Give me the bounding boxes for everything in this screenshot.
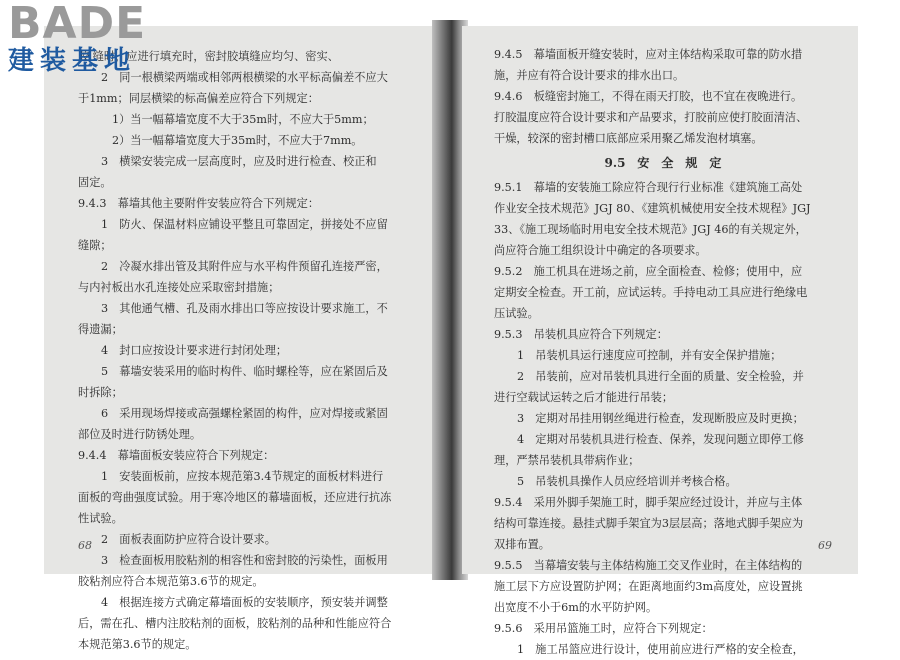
text-line: 1）当一幅幕墙宽度不大于35m时，不应大于5mm； — [112, 113, 374, 126]
text-line: 结构可靠连接。悬挂式脚手架宜为3层层高；落地式脚手架应为 — [494, 517, 804, 530]
text-line: 部位及时进行防锈处理。 — [78, 428, 202, 441]
text-line: 后，需在孔、槽内注胶粘剂的面板，胶粘剂的品种和性能应符合 — [78, 617, 392, 630]
text-line: 1 吊装机具运行速度应可控制，并有安全保护措施； — [517, 349, 782, 362]
text-line: 9.5.5 当幕墙安装与主体结构施工交叉作业时，在主体结构的 — [494, 559, 803, 572]
text-line: 缝隙； — [78, 239, 112, 252]
text-line: 干燥，较深的密封槽口底部应采用聚乙烯发泡材填塞。 — [494, 132, 763, 145]
text-line: 9.4.4 幕墙面板安装应符合下列规定： — [78, 449, 275, 462]
text-line: 5 吊装机具操作人员应经培训并考核合格。 — [517, 475, 737, 488]
text-line: 3 检查面板用胶粘剂的相容性和密封胶的污染性，面板用 — [101, 554, 388, 567]
text-line: 施工层下方应设置防护网；在距离地面约3m高度处，应设置挑 — [494, 580, 803, 593]
right-page — [462, 26, 858, 656]
bade-logo — [8, 2, 178, 80]
text-line: 与内衬板出水孔连接处应采取密封措施； — [78, 281, 280, 294]
text-line: 6 采用现场焊接或高强螺栓紧固的构件，应对焊接或紧固 — [101, 407, 388, 420]
text-line: 9.4.6 板缝密封施工，不得在雨天打胶，也不宜在夜晚进行。 — [494, 90, 803, 103]
logo-chinese-text: 建装基地 — [8, 46, 137, 76]
text-line: 2 冷凝水排出管及其附件应与水平构件预留孔连接严密， — [101, 260, 388, 273]
text-line: 2 吊装前，应对吊装机具进行全面的质量、安全检验，并 — [517, 370, 804, 383]
text-line: 2 面板表面防护应符合设计要求。 — [101, 533, 276, 546]
text-line: 9.5.2 施工机具在进场之前，应全面检查、检修；使用中，应 — [494, 265, 803, 278]
text-line: 9.5.6 采用吊篮施工时，应符合下列规定： — [494, 622, 713, 635]
text-line: 施，并应有符合设计要求的排水出口。 — [494, 69, 685, 82]
text-line: 2 同一根横梁两端或相邻两根横梁的水平标高偏差不应大 — [101, 71, 388, 84]
text-line: 本规范第3.6节的规定。 — [78, 638, 197, 651]
text-line: 胶 缝时，应进行填充时，密封胶填缝应均匀、密实、 — [78, 50, 339, 63]
text-line: 1 防火、保温材料应铺设平整且可靠固定，拼接处不应留 — [101, 218, 388, 231]
text-line: 出宽度不小于6m的水平防护网。 — [494, 601, 658, 614]
text-line: 4 定期对吊装机具进行检查、保养，发现问题立即停工修 — [517, 433, 804, 446]
text-line: 2）当一幅幕墙宽度大于35m时，不应大于7mm。 — [112, 134, 363, 147]
text-line: 定期安全检查。开工前，应试运转。手持电动工具应进行绝缘电 — [494, 286, 808, 299]
text-line: 9.5.3 吊装机具应符合下列规定： — [494, 328, 668, 341]
text-line: 33、《施工现场临时用电安全技术规范》JGJ 46的有关规定外， — [494, 223, 807, 236]
text-line: 于1mm；同层横梁的标高偏差应符合下列规定： — [78, 92, 319, 105]
text-line: 压试验。 — [494, 307, 539, 320]
text-line: 固定。 — [78, 176, 112, 189]
left-page — [44, 26, 438, 651]
text-line: 4 封口应按设计要求进行封闭处理； — [101, 344, 288, 357]
text-line: 1 安装面板前，应按本规范第3.4节规定的面板材料进行 — [101, 470, 384, 483]
text-line: 9.4.5 幕墙面板开缝安装时，应对主体结构采取可靠的防水措 — [494, 48, 803, 61]
text-line: 双排布置。 — [494, 538, 550, 551]
text-line: 4 根据连接方式确定幕墙面板的安装顺序，预安装并调整 — [101, 596, 388, 609]
text-line: 进行空载试运转之后才能进行吊装； — [494, 391, 674, 404]
text-line: 9.5.4 采用外脚手架施工时，脚手架应经过设计，并应与主体 — [494, 496, 803, 509]
text-line: 3 其他通气槽、孔及雨水排出口等应按设计要求施工，不 — [101, 302, 388, 315]
text-line: 5 幕墙安装采用的临时构件、临时螺栓等，应在紧固后及 — [101, 365, 388, 378]
logo-latin-text: BADE — [8, 0, 147, 49]
text-line: 作业安全技术规范》JGJ 80、《建筑机械使用安全技术规程》JGJ — [494, 202, 811, 215]
left-page-number: 68 — [78, 539, 92, 552]
text-line: 面板的弯曲强度试验。用于寒冷地区的幕墙面板，还应进行抗冻 — [78, 491, 392, 504]
text-line: 胶粘剂应符合本规范第3.6节的规定。 — [78, 575, 264, 588]
text-line: 理，严禁吊装机具带病作业； — [494, 454, 640, 467]
text-line: 得遗漏； — [78, 323, 123, 336]
text-line: 性试验。 — [78, 512, 123, 525]
text-line: 时拆除； — [78, 386, 123, 399]
right-page-number: 69 — [818, 539, 832, 552]
text-line: 3 定期对吊挂用钢丝绳进行检查，发现断股应及时更换； — [517, 412, 804, 425]
section-heading: 9.5 安 全 规 定 — [604, 156, 722, 170]
text-line: 3 横梁安装完成一层高度时，应及时进行检查、校正和 — [101, 155, 377, 168]
text-line: 1 施工吊篮应进行设计，使用前应进行严格的安全检查， — [517, 643, 804, 656]
text-line: 尚应符合施工组织设计中确定的各项要求。 — [494, 244, 707, 257]
text-line: 打胶温度应符合设计要求和产品要求，打胶前应使打胶面清洁、 — [494, 111, 808, 124]
text-line: 9.4.3 幕墙其他主要附件安装应符合下列规定： — [78, 197, 320, 210]
left-page-text — [78, 46, 414, 655]
right-page-text-bottom — [494, 177, 832, 660]
text-line: 9.5.1 幕墙的安装施工除应符合现行行业标准《建筑施工高处 — [494, 181, 803, 194]
right-page-text-top — [494, 44, 832, 149]
